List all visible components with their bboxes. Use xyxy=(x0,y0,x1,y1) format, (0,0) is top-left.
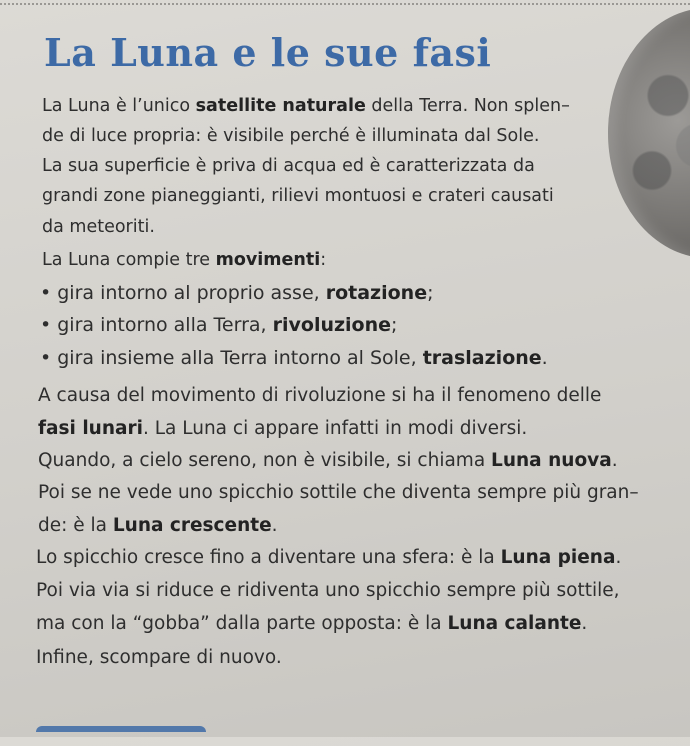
text-line xyxy=(36,647,282,668)
text-line xyxy=(38,450,618,471)
text-span: : xyxy=(320,250,327,270)
text-line xyxy=(42,96,570,116)
bullet-item xyxy=(40,347,548,369)
bold-term-luna-nuova: Luna nuova xyxy=(491,450,612,471)
moon-image xyxy=(608,8,690,258)
bold-term-movimenti: movimenti xyxy=(215,250,321,270)
bold-term-luna-crescente: Luna crescente xyxy=(112,515,272,536)
text-span: Quando, a cielo sereno, non è visibile, si chiama xyxy=(38,450,492,471)
text-span: La Luna compie tre xyxy=(42,250,216,270)
text-span: . xyxy=(611,450,618,471)
bold-term-luna-piena: Luna piena xyxy=(500,547,616,568)
text-span: La Luna è l’unico xyxy=(42,96,196,116)
text-span: Poi se ne vede uno spicchio sottile che diventa sempre più gran– xyxy=(38,482,639,503)
text-line xyxy=(38,482,639,503)
text-span: . xyxy=(615,547,622,568)
text-line xyxy=(42,250,326,270)
page-title: La Luna e le sue fasi xyxy=(44,30,492,75)
bold-term-rivoluzione: rivoluzione xyxy=(272,314,392,336)
text-span: Poi via via si riduce e ridiventa uno spicchio sempre più sottile, xyxy=(36,580,620,601)
text-line xyxy=(38,418,527,439)
bold-term-fasi-lunari: fasi lunari xyxy=(38,418,143,439)
text-span: Lo spicchio cresce fino a diventare una sfera: è la xyxy=(36,547,501,568)
text-span: • gira insieme alla Terra intorno al Sole, xyxy=(40,347,423,369)
text-line xyxy=(42,217,155,237)
text-line xyxy=(36,580,620,601)
text-span: della Terra. Non splen– xyxy=(365,96,570,116)
text-line xyxy=(38,385,601,406)
text-span: da meteoriti. xyxy=(42,217,155,237)
text-span: A causa del movimento di rivoluzione si ha il fenomeno delle xyxy=(38,385,602,406)
bold-term-rotazione: rotazione xyxy=(325,282,428,304)
text-span: ; xyxy=(391,314,398,336)
text-span: La sua superficie è priva di acqua ed è caratterizzata da xyxy=(42,156,535,176)
text-span: • gira intorno al proprio asse, xyxy=(40,282,326,304)
text-span: Infine, scompare di nuovo. xyxy=(36,647,282,668)
text-span: ma con la “gobba” dalla parte opposta: è la xyxy=(36,613,448,634)
text-line xyxy=(42,156,535,176)
bold-term-traslazione: traslazione xyxy=(422,347,542,369)
text-line xyxy=(42,126,539,146)
text-line xyxy=(38,515,278,536)
bullet-item xyxy=(40,282,434,304)
text-span: grandi zone pianeggianti, rilievi montuosi e crateri causati xyxy=(42,186,554,206)
top-dotted-border xyxy=(0,3,690,5)
bold-term-luna-calante: Luna calante xyxy=(447,613,582,634)
text-span: • gira intorno alla Terra, xyxy=(40,314,273,336)
text-line xyxy=(42,186,554,206)
text-span: de di luce propria: è visibile perché è illuminata dal Sole. xyxy=(42,126,540,146)
text-span: . xyxy=(271,515,278,536)
text-span: . xyxy=(541,347,548,369)
text-span: . La Luna ci appare infatti in modi diversi. xyxy=(142,418,528,439)
text-line xyxy=(36,613,587,634)
bullet-item xyxy=(40,314,397,336)
text-span: de: è la xyxy=(38,515,113,536)
bold-term-satellite-naturale: satellite naturale xyxy=(195,96,366,116)
text-line xyxy=(36,547,621,568)
text-span: . xyxy=(581,613,588,634)
text-span: ; xyxy=(427,282,434,304)
next-heading-cut-off xyxy=(36,726,206,746)
